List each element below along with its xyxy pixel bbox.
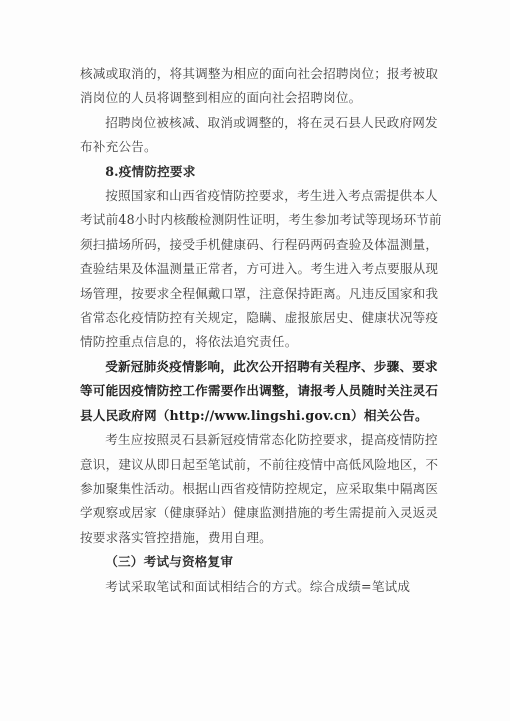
section-heading-epidemic-control: 8.疫情防控要求 [105, 163, 196, 179]
section-heading-exam-review: （三）考试与资格复审 [105, 554, 234, 570]
document-body [80, 62, 445, 599]
paragraph-exam-method: 考试采取笔试和面试相结合的方式。综合成绩=笔试成 [105, 578, 411, 594]
paragraph-position-adjustment: 核减或取消的，将其调整为相应的面向社会招聘岗位；报考被取消岗位的人员将调整到相应的面向社会招聘岗位。 [80, 66, 439, 106]
paragraph-adjustment-notice: 受新冠肺炎疫情影响，此次公开招聘有关程序、步骤、要求等可能因疫情防控工作需要作出调整，请报考人员随时关注灵石县人民政府网（http://www.lingshi.gov.cn）相关公告。 [80, 358, 439, 423]
paragraph-supplementary-notice: 招聘岗位被核减、取消或调整的，将在灵石县人民政府网发布补充公告。 [80, 114, 438, 155]
paragraph-epidemic-requirements: 按照国家和山西省疫情防控要求，考生进入考点需提供本人考试前48小时内核酸检测阴性证明，考生参加考试等现场环节前须扫描场所码，接受手机健康码、行程码两码查验及体温测量，查验结果及体温测量正常者，方可进入。考生进入考点要服从现场管理，按要求全程佩戴口罩，注意保持距离。凡违反国家和我省常态化疫情防控有关规定，隐瞒、虚报旅居史、健康状况等疫情防控重点信息的，将依法追究责任。 [80, 188, 442, 350]
paragraph-prevention-guidance: 考生应按照灵石县新冠疫情常态化防控要求，提高疫情防控意识，建议从即日起至笔试前，不前往疫情中高低风险地区，不参加聚集性活动。根据山西省疫情防控规定，应采取集中隔离医学观察或居家（健康驿站）健康监测措施的考生需提前入灵返灵按要求落实管控措施，费用自理。 [80, 432, 439, 545]
